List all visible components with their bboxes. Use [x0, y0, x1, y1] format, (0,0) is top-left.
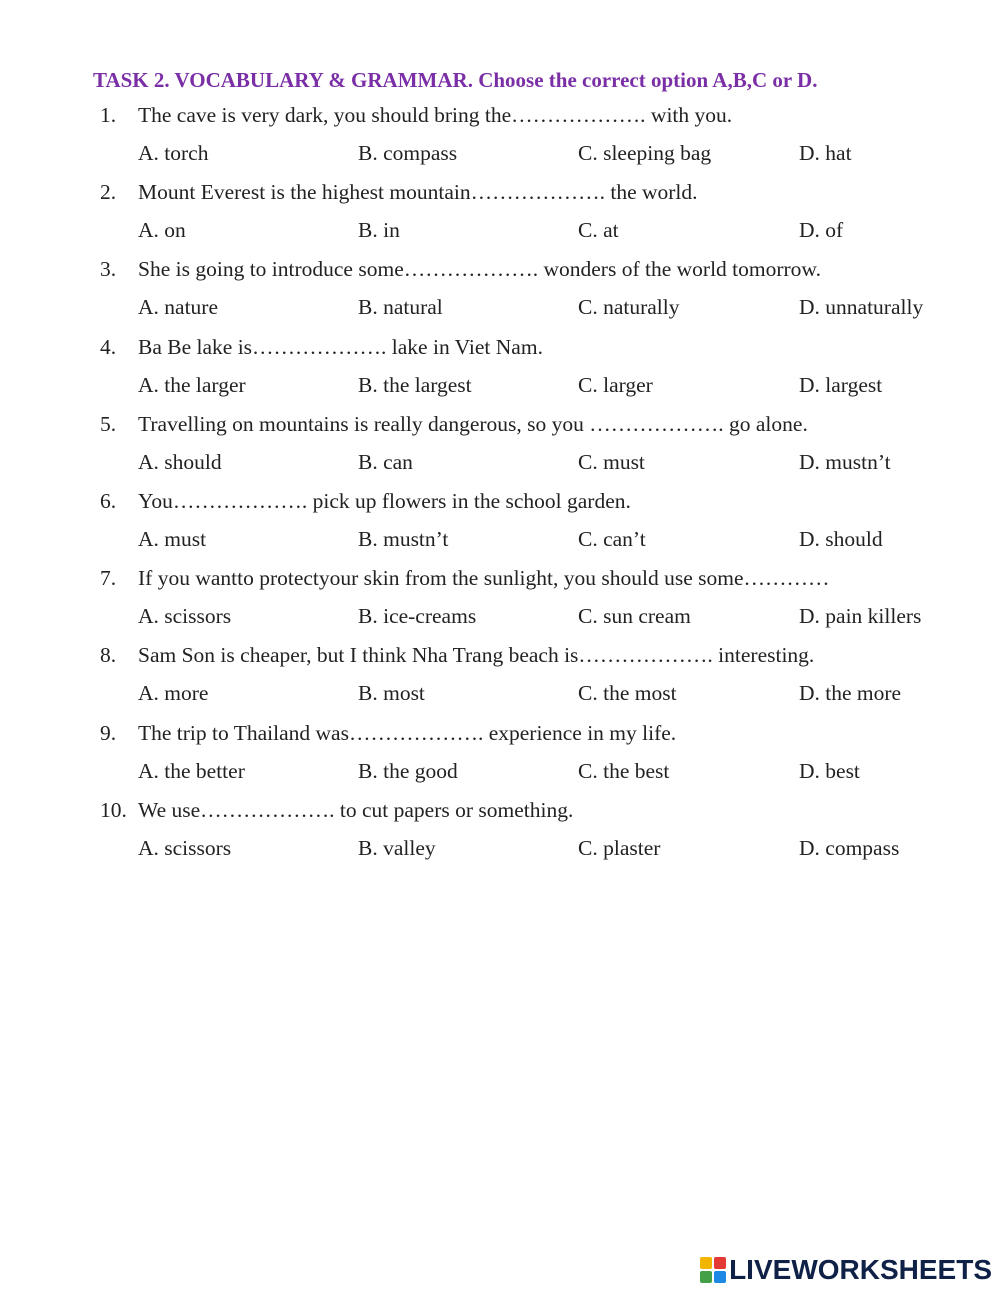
option-b[interactable]: B. mustn’t	[358, 526, 449, 551]
question-list	[0, 96, 1000, 868]
question-text: Sam Son is cheaper, but I think Nha Trang beach is………………. interesting.	[138, 643, 815, 668]
question-text: Mount Everest is the highest mountain………………. the world.	[138, 180, 698, 205]
question-9	[0, 714, 1000, 791]
options-row	[0, 211, 1000, 249]
question-number: 10.	[100, 797, 127, 822]
option-d[interactable]: D. hat	[799, 141, 852, 165]
option-c[interactable]: C. naturally	[578, 295, 680, 320]
options-row	[0, 752, 1000, 790]
option-d[interactable]: D. the more	[799, 681, 902, 706]
option-d[interactable]: D. best	[799, 758, 860, 783]
option-a[interactable]: A. must	[138, 526, 207, 551]
option-b[interactable]: B. ice-creams	[358, 604, 477, 629]
question-number: 5.	[100, 411, 117, 436]
question-1	[0, 96, 1000, 173]
option-c[interactable]: C. can’t	[578, 526, 646, 551]
question-5	[0, 405, 1000, 482]
question-number: 9.	[100, 720, 117, 745]
options-row	[0, 829, 1000, 867]
question-text: She is going to introduce some………………. wonders of the world tomorrow.	[138, 257, 821, 282]
watermark-text: LIVEWORKSHEETS	[729, 1254, 992, 1285]
option-d[interactable]: D. mustn’t	[799, 449, 891, 474]
question-4	[0, 328, 1000, 405]
option-b[interactable]: B. most	[358, 681, 425, 706]
liveworksheets-watermark	[700, 1253, 992, 1287]
option-a[interactable]: A. scissors	[138, 604, 232, 629]
question-text: If you wantto protectyour skin from the sunlight, you should use some…………	[138, 566, 830, 591]
option-a[interactable]: A. the better	[138, 758, 245, 783]
options-row	[0, 520, 1000, 558]
question-8	[0, 636, 1000, 713]
option-b[interactable]: B. compass	[358, 141, 458, 165]
question-2	[0, 173, 1000, 250]
question-7	[0, 559, 1000, 636]
option-c[interactable]: C. sun cream	[578, 604, 691, 629]
question-text: You………………. pick up flowers in the school garden.	[138, 488, 631, 513]
option-d[interactable]: D. of	[799, 218, 844, 243]
option-c[interactable]: C. must	[578, 449, 645, 474]
option-d[interactable]: D. should	[799, 526, 883, 551]
question-text: We use………………. to cut papers or something.	[138, 797, 574, 822]
question-text: The trip to Thailand was………………. experience in my life.	[138, 720, 677, 745]
logo-square	[714, 1257, 726, 1269]
option-d[interactable]: D. pain killers	[799, 604, 922, 629]
option-b[interactable]: B. the largest	[358, 372, 472, 397]
task-title: TASK 2. VOCABULARY & GRAMMAR. Choose the correct option A,B,C or D.	[93, 68, 818, 92]
liveworksheets-logo-icon	[700, 1257, 726, 1283]
option-b[interactable]: B. in	[358, 218, 400, 243]
options-row	[0, 134, 1000, 172]
options-row	[0, 674, 1000, 712]
option-b[interactable]: B. valley	[358, 835, 436, 860]
question-3	[0, 250, 1000, 327]
option-c[interactable]: C. sleeping bag	[578, 141, 712, 165]
option-c[interactable]: C. the best	[578, 758, 670, 783]
option-a[interactable]: A. more	[138, 681, 209, 706]
option-a[interactable]: A. the larger	[138, 372, 246, 397]
logo-square	[714, 1271, 726, 1283]
question-number: 1.	[100, 103, 117, 127]
options-row	[0, 443, 1000, 481]
question-number: 2.	[100, 180, 117, 205]
question-6	[0, 482, 1000, 559]
option-b[interactable]: B. natural	[358, 295, 443, 320]
option-d[interactable]: D. unnaturally	[799, 295, 924, 320]
option-b[interactable]: B. the good	[358, 758, 458, 783]
logo-square	[700, 1271, 712, 1283]
option-a[interactable]: A. torch	[138, 141, 209, 165]
option-c[interactable]: C. the most	[578, 681, 677, 706]
options-row	[0, 366, 1000, 404]
question-number: 7.	[100, 566, 117, 591]
option-a[interactable]: A. should	[138, 449, 222, 474]
question-number: 3.	[100, 257, 117, 282]
options-row	[0, 597, 1000, 635]
question-number: 6.	[100, 488, 117, 513]
option-c[interactable]: C. at	[578, 218, 619, 243]
question-text: Ba Be lake is………………. lake in Viet Nam.	[138, 334, 543, 359]
option-a[interactable]: A. nature	[138, 295, 218, 320]
question-text: The cave is very dark, you should bring the………………. with you.	[138, 103, 733, 127]
question-10	[0, 791, 1000, 868]
options-row	[0, 288, 1000, 326]
option-c[interactable]: C. larger	[578, 372, 653, 397]
option-c[interactable]: C. plaster	[578, 835, 661, 860]
option-d[interactable]: D. largest	[799, 372, 883, 397]
option-a[interactable]: A. on	[138, 218, 186, 243]
question-number: 4.	[100, 334, 117, 359]
option-a[interactable]: A. scissors	[138, 835, 232, 860]
logo-square	[700, 1257, 712, 1269]
question-text: Travelling on mountains is really dangerous, so you ………………. go alone.	[138, 411, 808, 436]
question-number: 8.	[100, 643, 117, 668]
option-b[interactable]: B. can	[358, 449, 413, 474]
option-d[interactable]: D. compass	[799, 835, 900, 860]
